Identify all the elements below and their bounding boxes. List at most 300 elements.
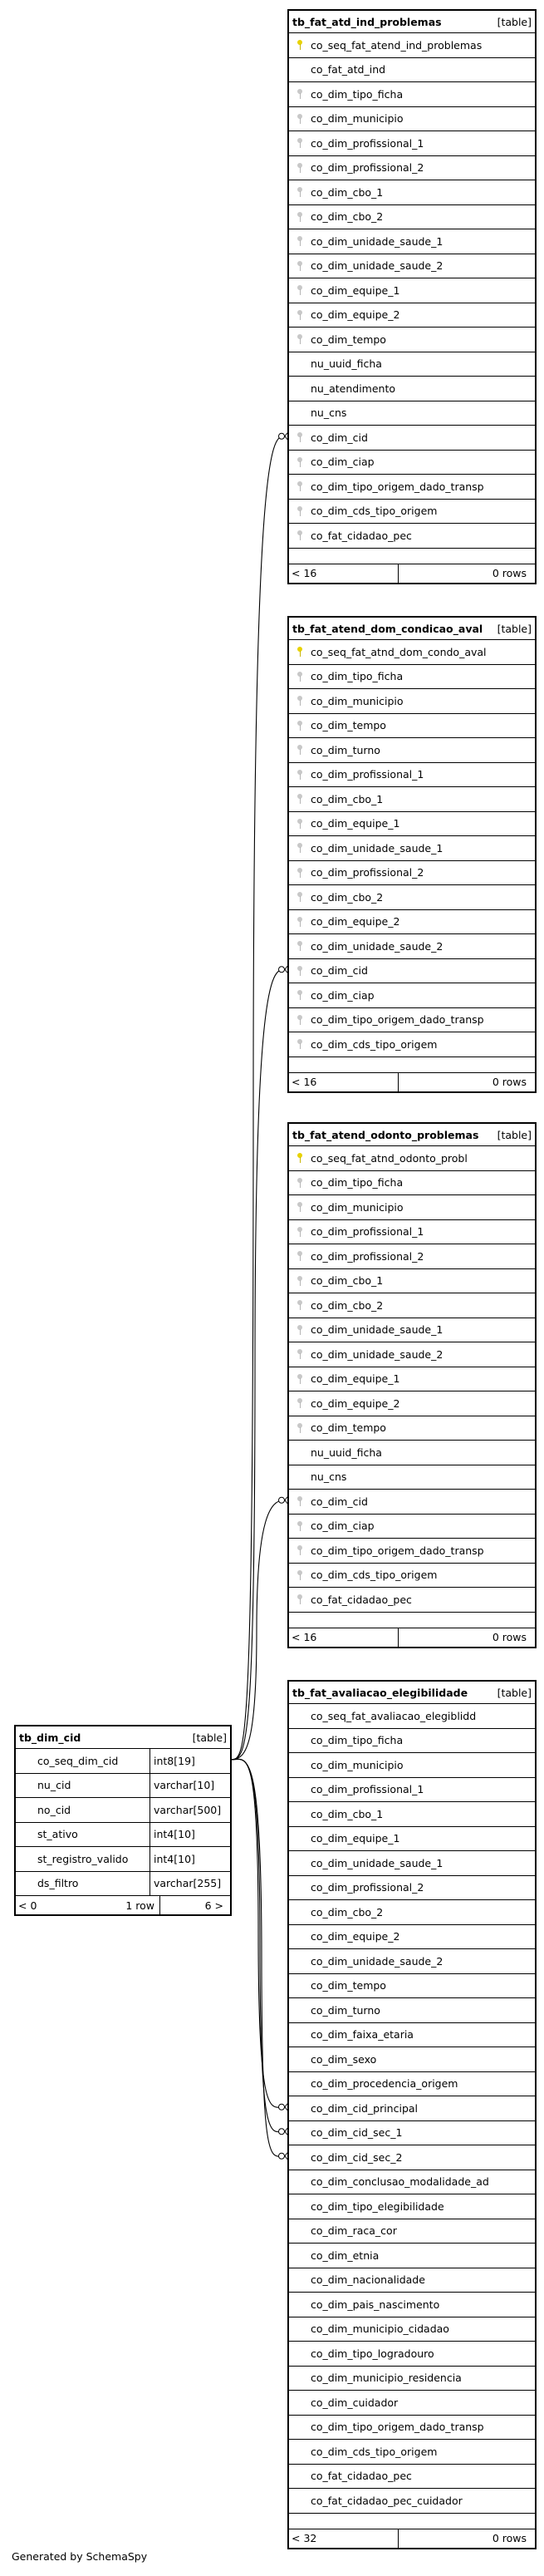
credit-text: Generated by SchemaSpy <box>12 2550 148 2563</box>
foreign-key-icon <box>297 966 302 976</box>
column-row[interactable] <box>289 689 535 714</box>
table-header <box>289 618 535 640</box>
column-row[interactable] <box>289 1827 535 1852</box>
footer-row-count: 0 rows <box>492 567 527 579</box>
crowfoot-optional-marker <box>279 433 285 439</box>
table-type: [table] <box>497 1128 532 1141</box>
column-name: co_dim_municipio <box>311 1758 404 1771</box>
column-row[interactable] <box>289 278 535 303</box>
column-name: co_dim_ciap <box>311 1519 375 1533</box>
crowfoot-optional-marker <box>279 2153 285 2159</box>
column-name: co_dim_cds_tipo_origem <box>311 505 438 518</box>
column-name: co_dim_equipe_2 <box>311 308 400 322</box>
column-name: co_dim_tipo_ficha <box>311 87 404 101</box>
foreign-key-icon <box>297 432 302 442</box>
foreign-key-icon <box>297 1251 302 1261</box>
column-row[interactable] <box>16 1774 230 1799</box>
table-blank-row <box>289 2514 535 2529</box>
column-row[interactable] <box>289 2244 535 2268</box>
foreign-key-icon <box>297 1594 302 1604</box>
foreign-key-icon <box>297 481 302 491</box>
column-name: nu_cns <box>311 406 347 420</box>
column-row[interactable] <box>289 1778 535 1803</box>
footer-rows-min: < 16 <box>289 1628 399 1647</box>
column-row[interactable] <box>289 2170 535 2195</box>
foreign-key-icon <box>297 843 302 853</box>
column-name: co_dim_pais_nascimento <box>311 2298 440 2311</box>
foreign-key-icon <box>297 745 302 755</box>
column-row[interactable] <box>289 983 535 1008</box>
table-type: [table] <box>497 622 532 635</box>
foreign-key-icon <box>297 868 302 878</box>
table-type: [table] <box>497 15 532 28</box>
column-row[interactable] <box>289 328 535 352</box>
column-name: co_dim_ciap <box>311 456 375 469</box>
footer-rows-min: < 16 <box>289 1073 399 1091</box>
column-row[interactable] <box>289 1244 535 1269</box>
column-row[interactable] <box>289 1195 535 1220</box>
foreign-key-icon <box>297 1423 302 1433</box>
foreign-key-icon <box>297 334 302 344</box>
column-row[interactable] <box>289 934 535 959</box>
column-row[interactable] <box>289 1490 535 1515</box>
column-row[interactable] <box>289 156 535 181</box>
column-row[interactable] <box>289 1293 535 1318</box>
column-name: co_dim_cbo_1 <box>311 792 384 805</box>
column-name: co_dim_cid_principal <box>311 2101 419 2115</box>
column-type: int4[10] <box>154 1852 195 1865</box>
table-type: [table] <box>192 1731 227 1744</box>
foreign-key-icon <box>297 1325 302 1335</box>
column-row[interactable] <box>289 1367 535 1392</box>
foreign-key-icon <box>297 138 302 148</box>
column-name: co_dim_cid_sec_2 <box>311 2150 403 2164</box>
column-name: co_dim_unidade_saude_1 <box>311 1856 444 1869</box>
crowfoot-optional-marker <box>279 2104 285 2110</box>
table-blank-row <box>289 549 535 564</box>
column-row[interactable] <box>289 1146 535 1171</box>
table-header <box>289 1124 535 1146</box>
column-name: co_dim_equipe_1 <box>311 283 400 297</box>
column-name: co_dim_municipio <box>311 112 404 126</box>
column-name: co_dim_cbo_2 <box>311 1298 384 1312</box>
table-name: tb_fat_atend_dom_condicao_aval <box>292 622 483 635</box>
column-name: co_dim_cbo_2 <box>311 1905 384 1918</box>
foreign-key-icon <box>297 770 302 780</box>
foreign-key-icon <box>297 1300 302 1310</box>
footer-row-count: 1 row <box>85 1896 160 1914</box>
column-name: co_dim_tipo_origem_dado_transp <box>311 1544 484 1557</box>
column-row[interactable] <box>289 665 535 690</box>
column-row[interactable] <box>289 451 535 475</box>
column-row[interactable] <box>289 524 535 549</box>
column-row[interactable] <box>16 1847 230 1872</box>
column-row[interactable] <box>289 180 535 205</box>
column-name: co_dim_conclusao_modalidade_ad <box>311 2175 489 2189</box>
column-name: co_dim_profissional_1 <box>311 136 424 150</box>
foreign-key-icon <box>297 1227 302 1237</box>
table-tb-fat-avaliacao-elegibilidade[interactable] <box>287 1680 537 2549</box>
footer-rows-min: < 0 <box>18 1899 37 1912</box>
column-name: co_dim_cid <box>311 1495 368 1508</box>
table-header <box>289 1682 535 1704</box>
column-name: co_dim_profissional_2 <box>311 161 424 175</box>
column-row[interactable] <box>289 1974 535 1999</box>
column-name: co_seq_dim_cid <box>16 1749 150 1773</box>
column-row[interactable] <box>289 352 535 377</box>
table-tb-fat-atd-ind-problemas[interactable] <box>287 9 537 584</box>
column-type: int8[19] <box>154 1754 195 1767</box>
column-row[interactable] <box>289 2367 535 2391</box>
column-row[interactable] <box>289 1588 535 1613</box>
column-row[interactable] <box>289 959 535 984</box>
column-type: int4[10] <box>154 1828 195 1841</box>
column-name: co_dim_cds_tipo_origem <box>311 1569 438 1582</box>
table-name: tb_fat_atend_odonto_problemas <box>292 1128 479 1141</box>
column-name: no_cid <box>16 1798 150 1822</box>
column-row[interactable] <box>16 1872 230 1897</box>
foreign-key-icon <box>297 1496 302 1506</box>
column-row[interactable] <box>289 500 535 525</box>
foreign-key-icon <box>297 917 302 927</box>
foreign-key-icon <box>297 163 302 173</box>
column-name: co_dim_municipio_cidadao <box>311 2322 449 2336</box>
table-footer <box>289 1073 535 1091</box>
primary-key-icon <box>297 1153 302 1163</box>
column-row[interactable] <box>289 2416 535 2441</box>
column-name: nu_uuid_ficha <box>311 1446 382 1459</box>
primary-key-icon <box>297 40 302 50</box>
column-type: varchar[255] <box>154 1877 222 1890</box>
table-footer <box>289 564 535 583</box>
column-name: co_dim_etnia <box>311 2248 380 2262</box>
column-name: co_dim_turno <box>311 2003 380 2017</box>
table-blank-row <box>289 1057 535 1073</box>
column-row[interactable] <box>289 58 535 83</box>
column-row[interactable] <box>16 1798 230 1823</box>
crowfoot-optional-marker <box>279 967 285 973</box>
foreign-key-icon <box>297 1374 302 1384</box>
column-row[interactable] <box>289 1876 535 1901</box>
foreign-key-icon <box>297 187 302 197</box>
column-row[interactable] <box>289 1704 535 1729</box>
column-row[interactable] <box>289 714 535 739</box>
column-name: co_dim_cbo_1 <box>311 1274 384 1288</box>
column-row[interactable] <box>289 2047 535 2072</box>
column-name: co_dim_tipo_ficha <box>311 1176 404 1189</box>
table-name: tb_fat_atd_ind_problemas <box>292 15 442 28</box>
column-row[interactable] <box>289 2072 535 2097</box>
foreign-key-icon <box>297 1276 302 1286</box>
foreign-key-icon <box>297 1398 302 1408</box>
foreign-key-icon <box>297 261 302 271</box>
column-name: co_dim_equipe_1 <box>311 1832 400 1845</box>
column-row[interactable] <box>289 763 535 788</box>
table-footer <box>289 1628 535 1647</box>
column-row[interactable] <box>289 426 535 451</box>
column-name: co_dim_municipio <box>311 694 404 707</box>
table-header <box>16 1726 230 1749</box>
column-row[interactable] <box>289 1416 535 1441</box>
column-row[interactable] <box>289 787 535 812</box>
table-footer <box>16 1896 230 1914</box>
column-name: co_dim_procedencia_origem <box>311 2077 458 2091</box>
column-name: co_dim_profissional_1 <box>311 768 424 781</box>
column-name: co_dim_equipe_1 <box>311 817 400 830</box>
column-name: st_ativo <box>16 1823 150 1847</box>
column-name: co_dim_tempo <box>311 332 386 346</box>
foreign-key-icon <box>297 114 302 124</box>
column-name: co_dim_unidade_saude_1 <box>311 234 444 248</box>
column-row[interactable] <box>289 1539 535 1564</box>
column-name: co_dim_cbo_1 <box>311 185 384 199</box>
column-row[interactable] <box>289 1391 535 1416</box>
footer-rows-min: < 32 <box>289 2529 399 2548</box>
column-row[interactable] <box>289 1220 535 1245</box>
column-name: st_registro_valido <box>16 1847 150 1871</box>
column-name: co_dim_equipe_1 <box>311 1372 400 1386</box>
column-name: co_dim_profissional_1 <box>311 1783 424 1796</box>
foreign-key-icon <box>297 1015 302 1025</box>
column-name: co_dim_profissional_2 <box>311 1249 424 1263</box>
foreign-key-icon <box>297 1039 302 1049</box>
column-name: co_dim_unidade_saude_2 <box>311 259 444 273</box>
column-name: co_dim_profissional_1 <box>311 1225 424 1239</box>
foreign-key-icon <box>297 941 302 951</box>
column-name: co_dim_ciap <box>311 988 375 1002</box>
column-name: nu_cns <box>311 1470 347 1484</box>
column-name: co_dim_equipe_2 <box>311 915 400 928</box>
foreign-key-icon <box>297 892 302 902</box>
column-row[interactable] <box>289 861 535 886</box>
column-row[interactable] <box>289 2342 535 2367</box>
foreign-key-icon <box>297 506 302 516</box>
column-name: co_fat_cidadao_pec <box>311 1593 412 1606</box>
column-row[interactable] <box>289 2194 535 2219</box>
footer-row-count: 0 rows <box>492 1631 527 1643</box>
column-name: co_dim_turno <box>311 743 380 756</box>
column-row[interactable] <box>289 910 535 935</box>
foreign-key-icon <box>297 721 302 731</box>
column-name: co_dim_equipe_2 <box>311 1396 400 1410</box>
column-name: co_dim_cbo_2 <box>311 210 384 224</box>
column-row[interactable] <box>289 2391 535 2416</box>
column-name: co_dim_cbo_1 <box>311 1807 384 1820</box>
column-name: co_fat_atd_ind <box>311 63 386 76</box>
column-row[interactable] <box>289 1269 535 1294</box>
foreign-key-icon <box>297 696 302 706</box>
column-row[interactable] <box>289 254 535 279</box>
column-row[interactable] <box>289 1998 535 2023</box>
foreign-key-icon <box>297 236 302 246</box>
footer-row-count: 0 rows <box>492 1076 527 1088</box>
column-name: co_dim_tempo <box>311 1979 386 1992</box>
column-name: ds_filtro <box>16 1872 150 1896</box>
footer-rows-min: < 16 <box>289 564 399 583</box>
column-row[interactable] <box>289 738 535 763</box>
column-row[interactable] <box>289 1753 535 1778</box>
column-name: nu_cid <box>16 1774 150 1798</box>
column-name: co_seq_fat_avaliacao_elegiblidd <box>311 1709 477 1722</box>
column-row[interactable] <box>289 2465 535 2490</box>
column-name: co_dim_municipio_residencia <box>311 2372 462 2385</box>
column-row[interactable] <box>289 1564 535 1588</box>
column-row[interactable] <box>289 836 535 861</box>
table-header <box>289 11 535 33</box>
column-row[interactable] <box>289 82 535 107</box>
foreign-key-icon <box>297 819 302 829</box>
table-tb-dim-cid[interactable] <box>14 1725 232 1916</box>
relationship-line <box>232 1759 284 2107</box>
column-name: co_seq_fat_atnd_odonto_probl <box>311 1151 468 1165</box>
column-name: co_fat_cidadao_pec <box>311 529 412 542</box>
column-name: co_dim_tipo_ficha <box>311 670 404 683</box>
column-row[interactable] <box>289 475 535 500</box>
column-name: co_dim_unidade_saude_1 <box>311 841 444 855</box>
column-name: co_dim_raca_cor <box>311 2224 397 2238</box>
table-tb-fat-atend-odonto-problemas[interactable] <box>287 1122 537 1648</box>
column-row[interactable] <box>289 1171 535 1196</box>
column-name: co_dim_tipo_origem_dado_transp <box>311 1013 484 1027</box>
column-name: co_dim_cid <box>311 964 368 978</box>
column-row[interactable] <box>289 1342 535 1367</box>
column-row[interactable] <box>289 2096 535 2121</box>
column-name: co_dim_equipe_2 <box>311 1930 400 1943</box>
column-row[interactable] <box>289 303 535 328</box>
column-row[interactable] <box>289 131 535 156</box>
column-row[interactable] <box>289 1032 535 1057</box>
column-name: co_dim_profissional_2 <box>311 1881 424 1894</box>
foreign-key-icon <box>297 89 302 99</box>
column-name: co_seq_fat_atnd_dom_condo_aval <box>311 645 487 658</box>
column-name: co_dim_unidade_saude_2 <box>311 939 444 953</box>
relationship-line <box>232 1759 284 2156</box>
foreign-key-icon <box>297 285 302 295</box>
column-row[interactable] <box>289 33 535 58</box>
column-row[interactable] <box>289 1949 535 1974</box>
foreign-key-icon <box>297 990 302 1000</box>
column-name: co_dim_tempo <box>311 719 386 732</box>
column-name: co_dim_tipo_elegibilidade <box>311 2199 444 2213</box>
column-row[interactable] <box>289 377 535 401</box>
column-type: varchar[500] <box>154 1803 222 1816</box>
column-row[interactable] <box>289 2219 535 2244</box>
footer-cols-max: 6 > <box>204 1899 223 1912</box>
foreign-key-icon <box>297 1178 302 1188</box>
column-row[interactable] <box>289 885 535 910</box>
foreign-key-icon <box>297 1570 302 1580</box>
column-row[interactable] <box>289 2440 535 2465</box>
column-name: nu_uuid_ficha <box>311 357 382 371</box>
column-name: co_dim_tipo_origem_dado_transp <box>311 480 484 493</box>
column-row[interactable] <box>289 205 535 230</box>
relationship-line <box>232 1500 284 1760</box>
column-name: co_dim_cds_tipo_origem <box>311 2445 438 2458</box>
column-row[interactable] <box>16 1823 230 1848</box>
column-row[interactable] <box>289 2121 535 2146</box>
column-row[interactable] <box>289 1318 535 1343</box>
column-row[interactable] <box>16 1749 230 1774</box>
column-name: nu_atendimento <box>311 382 396 395</box>
foreign-key-icon <box>297 672 302 682</box>
column-name: co_dim_cid_sec_1 <box>311 2126 403 2140</box>
column-row[interactable] <box>289 1900 535 1925</box>
column-name: co_fat_cidadao_pec <box>311 2470 412 2483</box>
table-blank-row <box>289 1613 535 1628</box>
table-name: tb_dim_cid <box>19 1731 81 1744</box>
crowfoot-optional-marker <box>279 2129 285 2135</box>
column-row[interactable] <box>289 2268 535 2293</box>
column-name: co_dim_unidade_saude_1 <box>311 1323 444 1337</box>
foreign-key-icon <box>297 1349 302 1359</box>
crowfoot-optional-marker <box>279 1497 285 1503</box>
column-name: co_dim_cuidador <box>311 2396 399 2409</box>
column-name: co_dim_nacionalidade <box>311 2273 425 2287</box>
column-row[interactable] <box>289 2489 535 2514</box>
column-name: co_dim_tipo_logradouro <box>311 2347 434 2360</box>
column-name: co_fat_cidadao_pec_cuidador <box>311 2494 463 2507</box>
column-row[interactable] <box>289 1008 535 1033</box>
column-row[interactable] <box>289 401 535 426</box>
column-row[interactable] <box>289 1851 535 1876</box>
footer-row-count: 0 rows <box>492 2532 527 2544</box>
column-type: varchar[10] <box>154 1779 215 1792</box>
column-name: co_dim_cds_tipo_origem <box>311 1037 438 1051</box>
table-name: tb_fat_avaliacao_elegibilidade <box>292 1686 468 1699</box>
column-row[interactable] <box>289 2317 535 2342</box>
column-row[interactable] <box>289 1802 535 1827</box>
column-name: co_dim_tipo_ficha <box>311 1734 404 1747</box>
column-row[interactable] <box>289 2023 535 2048</box>
column-row[interactable] <box>289 2145 535 2170</box>
primary-key-icon <box>297 647 302 657</box>
table-type: [table] <box>497 1686 532 1699</box>
column-name: co_dim_municipio <box>311 1200 404 1214</box>
foreign-key-icon <box>297 310 302 320</box>
foreign-key-icon <box>297 1521 302 1531</box>
foreign-key-icon <box>297 794 302 804</box>
foreign-key-icon <box>297 530 302 540</box>
column-name: co_seq_fat_atend_ind_problemas <box>311 38 483 52</box>
column-row[interactable] <box>289 1465 535 1490</box>
foreign-key-icon <box>297 1202 302 1212</box>
column-row[interactable] <box>289 1729 535 1754</box>
column-name: co_dim_cid <box>311 431 368 444</box>
column-row[interactable] <box>289 229 535 254</box>
table-footer <box>289 2529 535 2548</box>
column-row[interactable] <box>289 640 535 665</box>
relationship-line <box>232 969 284 1760</box>
column-row[interactable] <box>289 812 535 837</box>
column-name: co_dim_sexo <box>311 2052 377 2066</box>
column-row[interactable] <box>289 2293 535 2317</box>
column-row[interactable] <box>289 1441 535 1465</box>
column-name: co_dim_unidade_saude_2 <box>311 1954 444 1968</box>
column-name: co_dim_unidade_saude_2 <box>311 1347 444 1361</box>
table-tb-fat-atend-dom-condicao-aval[interactable] <box>287 616 537 1093</box>
column-name: co_dim_tempo <box>311 1421 386 1435</box>
foreign-key-icon <box>297 1545 302 1555</box>
column-name: co_dim_tipo_origem_dado_transp <box>311 2421 484 2434</box>
foreign-key-icon <box>297 457 302 467</box>
column-row[interactable] <box>289 1515 535 1539</box>
column-name: co_dim_cbo_2 <box>311 890 384 904</box>
column-name: co_dim_faixa_etaria <box>311 2028 414 2042</box>
foreign-key-icon <box>297 212 302 222</box>
column-name: co_dim_profissional_2 <box>311 866 424 879</box>
column-row[interactable] <box>289 1925 535 1950</box>
column-row[interactable] <box>289 107 535 132</box>
